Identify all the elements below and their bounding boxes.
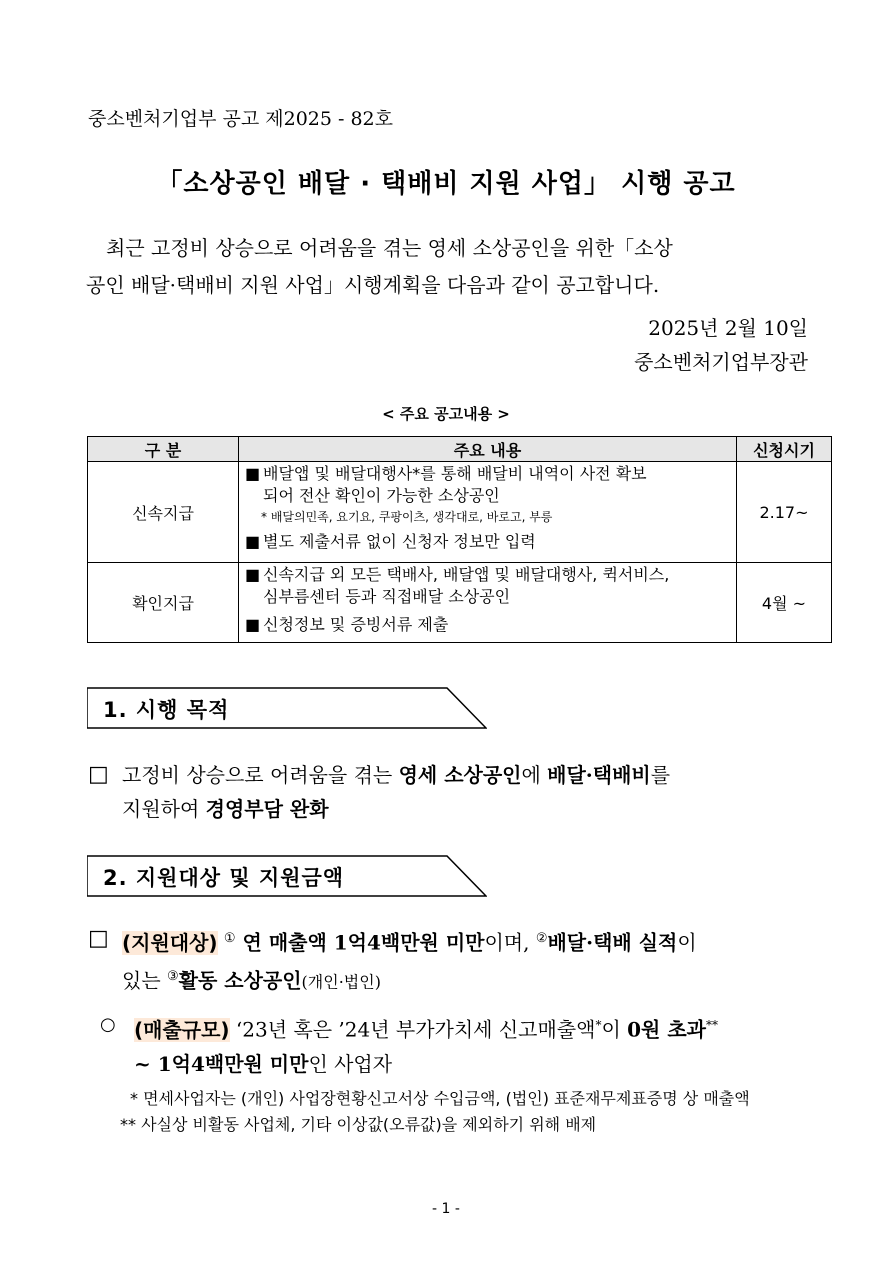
checkbox-icon: □ [88,926,109,951]
emphasis-text: ~ 1억4백만원 미만 [134,1051,309,1076]
section-1-heading: 1. 시행 목적 [103,698,230,722]
bullet-text: 신속지급 외 모든 택배사, 배달앱 및 배달대행사, 퀵서비스, [263,565,670,584]
text-run: 이 [677,930,697,955]
intro-paragraph [86,230,810,304]
row-period: 2.17~ [737,462,832,563]
table-row [88,563,832,643]
bullet-text: 별도 제출서류 없이 신청자 정보만 입력 [263,532,536,551]
section-2-heading-box [87,855,487,895]
section-1-heading-box [87,687,487,727]
notice-date: 2025년 2월 10일 [648,316,808,340]
bullet-text-cont: 심부름센터 등과 직접배달 소상공인 [263,587,511,606]
section-2-heading: 2. 지원대상 및 지원금액 [103,866,345,890]
circled-number: ③ [167,968,179,984]
text-run: 지원하여 [122,797,206,821]
emphasis-text: 영세 소상공인 [398,763,522,787]
table-note: * 배달의민족, 요기요, 쿠팡이츠, 생각대로, 바로고, 부릉 [261,510,553,524]
emphasis-text: 경영부담 완화 [205,797,329,821]
circle-bullet-icon: ○ [100,1014,116,1035]
table-header-row [88,437,832,462]
circled-number: ② [535,931,548,946]
footnote-1: * 면세사업자는 (개인) 사업장현황신고서상 수입금액, (법인) 표준재무제표증명 상 매출액 [130,1089,750,1108]
bullet-text: 신청정보 및 증빙서류 제출 [263,615,449,634]
table-row [88,462,832,563]
bullet-text-cont: 되어 전산 확인이 가능한 소상공인 [263,486,500,505]
row-category: 신속지급 [88,462,239,563]
emphasis-text: 0원 초과 [627,1017,706,1042]
text-run: 이며, [484,930,530,955]
header-content: 주요 내용 [239,437,737,462]
text-run: 를 [650,763,671,787]
sales-scale-paragraph [100,1008,812,1081]
footnote-mark: ** [705,1018,718,1032]
highlight-label: (지원대상) [122,930,218,955]
highlight-label: (매출규모) [134,1017,230,1042]
footnote-mark: * [595,1018,602,1032]
emphasis-text: 활동 소상공인 [178,968,302,993]
text-run: 에 [521,763,548,787]
header-category: 구 분 [88,437,239,462]
text-run: (개인·법인) [301,972,381,992]
square-bullet-icon: ■ [245,532,261,551]
text-run: 인 사업자 [308,1051,393,1076]
checkbox-icon: □ [88,762,109,787]
row-content [239,563,737,643]
footnote-2: ** 사실상 비활동 사업체, 기타 이상값(오류값)을 제외하기 위해 배제 [120,1115,597,1134]
table-caption: < 주요 공고내용 > [382,405,510,423]
document-title: 「소상공인 배달 · 택배비 지원 사업」 시행 공고 [156,169,736,199]
square-bullet-icon: ■ [245,464,261,483]
row-period: 4월 ~ [737,563,832,643]
emphasis-text: 배달·택배비 [547,763,651,787]
text-run: ‘23년 혹은 ’24년 부가가치세 신고매출액 [229,1017,596,1042]
square-bullet-icon: ■ [245,565,261,584]
target-paragraph [88,922,810,999]
issuer: 중소벤처기업부장관 [634,350,808,374]
circled-number: ① [223,931,236,946]
row-category: 확인지급 [88,563,239,643]
bullet-text: 배달앱 및 배달대행사*를 통해 배달비 내역이 사전 확보 [263,464,647,483]
header-period: 신청시기 [737,437,832,462]
notice-number: 중소벤처기업부 공고 제2025 - 82호 [88,108,394,130]
emphasis-text: 연 매출액 1억4백만원 미만 [235,930,485,955]
intro-line-2: 공인 배달·택배비 지원 사업」시행계획을 다음과 같이 공고합니다. [86,273,660,297]
intro-line-1: 최근 고정비 상승으로 어려움을 겪는 영세 소상공인을 위한「소상 [106,236,673,260]
text-run: 있는 [122,968,167,993]
square-bullet-icon: ■ [245,615,261,634]
emphasis-text: 배달·택배 실적 [547,930,678,955]
section-1-paragraph [88,758,810,826]
summary-table [87,436,832,643]
text-run: 이 [601,1017,628,1042]
row-content [239,462,737,563]
page-number: - 1 - [432,1201,460,1217]
text-run: 고정비 상승으로 어려움을 겪는 [122,763,399,787]
